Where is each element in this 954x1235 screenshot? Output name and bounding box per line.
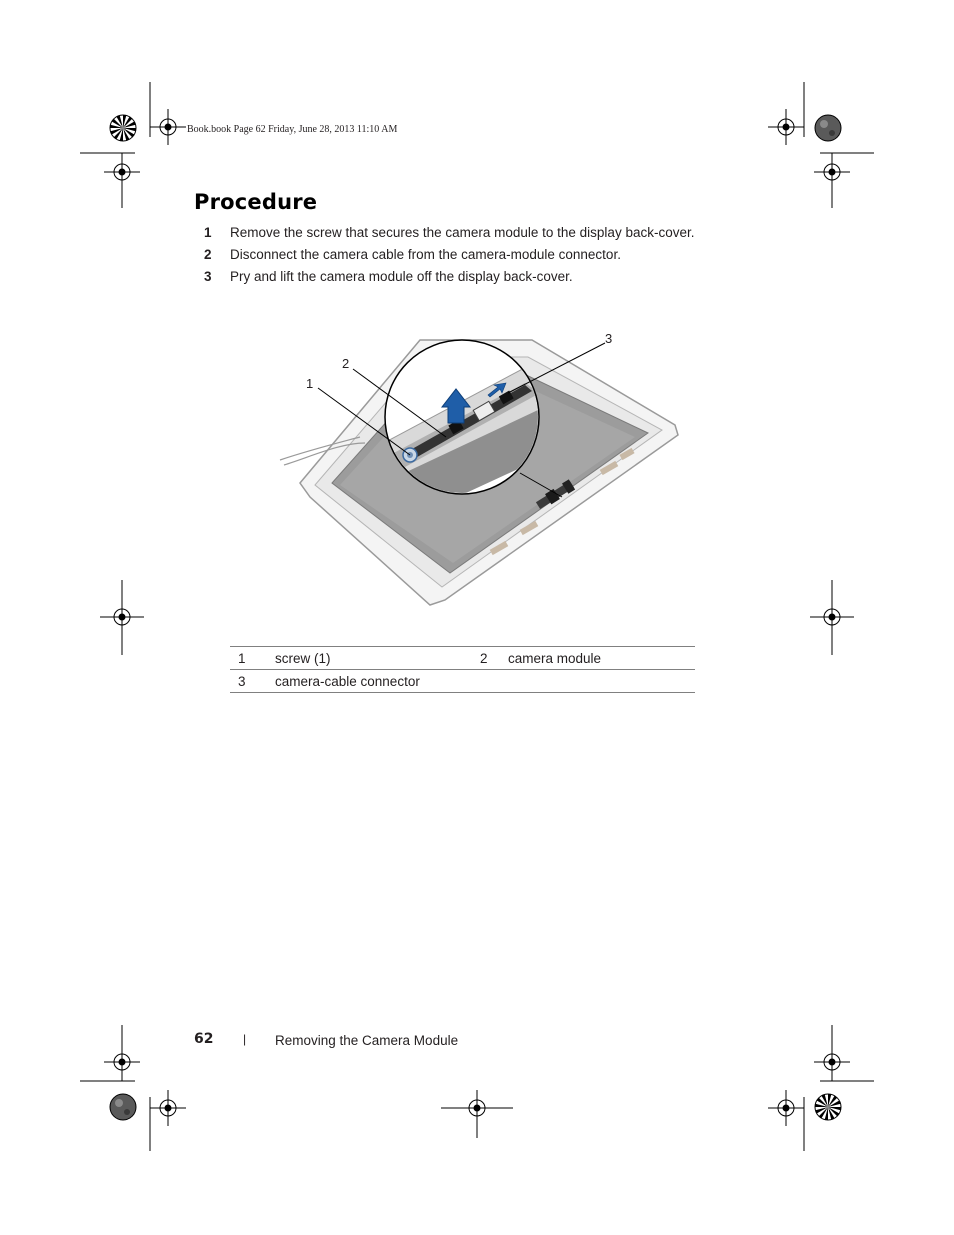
legend-label: camera-cable connector: [275, 670, 480, 693]
callout-legend-table: [230, 646, 695, 693]
legend-number: 2: [480, 647, 508, 670]
step-item: [200, 246, 760, 268]
footer-separator: |: [243, 1032, 247, 1046]
table-row: [230, 670, 695, 693]
callout-label: 1: [306, 376, 314, 391]
color-target-icon: [110, 1094, 136, 1120]
legend-label: camera module: [508, 647, 695, 670]
step-text: Remove the screw that secures the camera module to the display back-cover.: [230, 225, 695, 240]
step-number: 1: [204, 225, 212, 240]
legend-number: 3: [230, 670, 275, 693]
chapter-title: Removing the Camera Module: [275, 1033, 459, 1048]
step-item: [200, 268, 760, 290]
step-number: 2: [204, 247, 212, 262]
legend-number: [480, 670, 508, 693]
legend-label: [508, 670, 695, 693]
callout-label: 3: [605, 331, 613, 346]
color-target-icon: [815, 115, 841, 141]
print-header: Book.book Page 62 Friday, June 28, 2013 11:10 AM: [187, 124, 398, 135]
color-target-icon: [110, 115, 136, 141]
page-number: 62: [194, 1031, 214, 1047]
callout-label: 2: [342, 356, 350, 371]
step-item: [200, 224, 760, 246]
section-title: Procedure: [194, 190, 318, 214]
step-number: 3: [204, 269, 212, 284]
camera-module-illustration: [270, 325, 700, 615]
color-target-icon: [815, 1094, 841, 1120]
step-text: Disconnect the camera cable from the camera-module connector.: [230, 247, 621, 262]
step-text: Pry and lift the camera module off the display back-cover.: [230, 269, 573, 284]
procedure-steps: [200, 224, 760, 290]
legend-number: 1: [230, 647, 275, 670]
legend-label: screw (1): [275, 647, 480, 670]
table-row: [230, 647, 695, 670]
